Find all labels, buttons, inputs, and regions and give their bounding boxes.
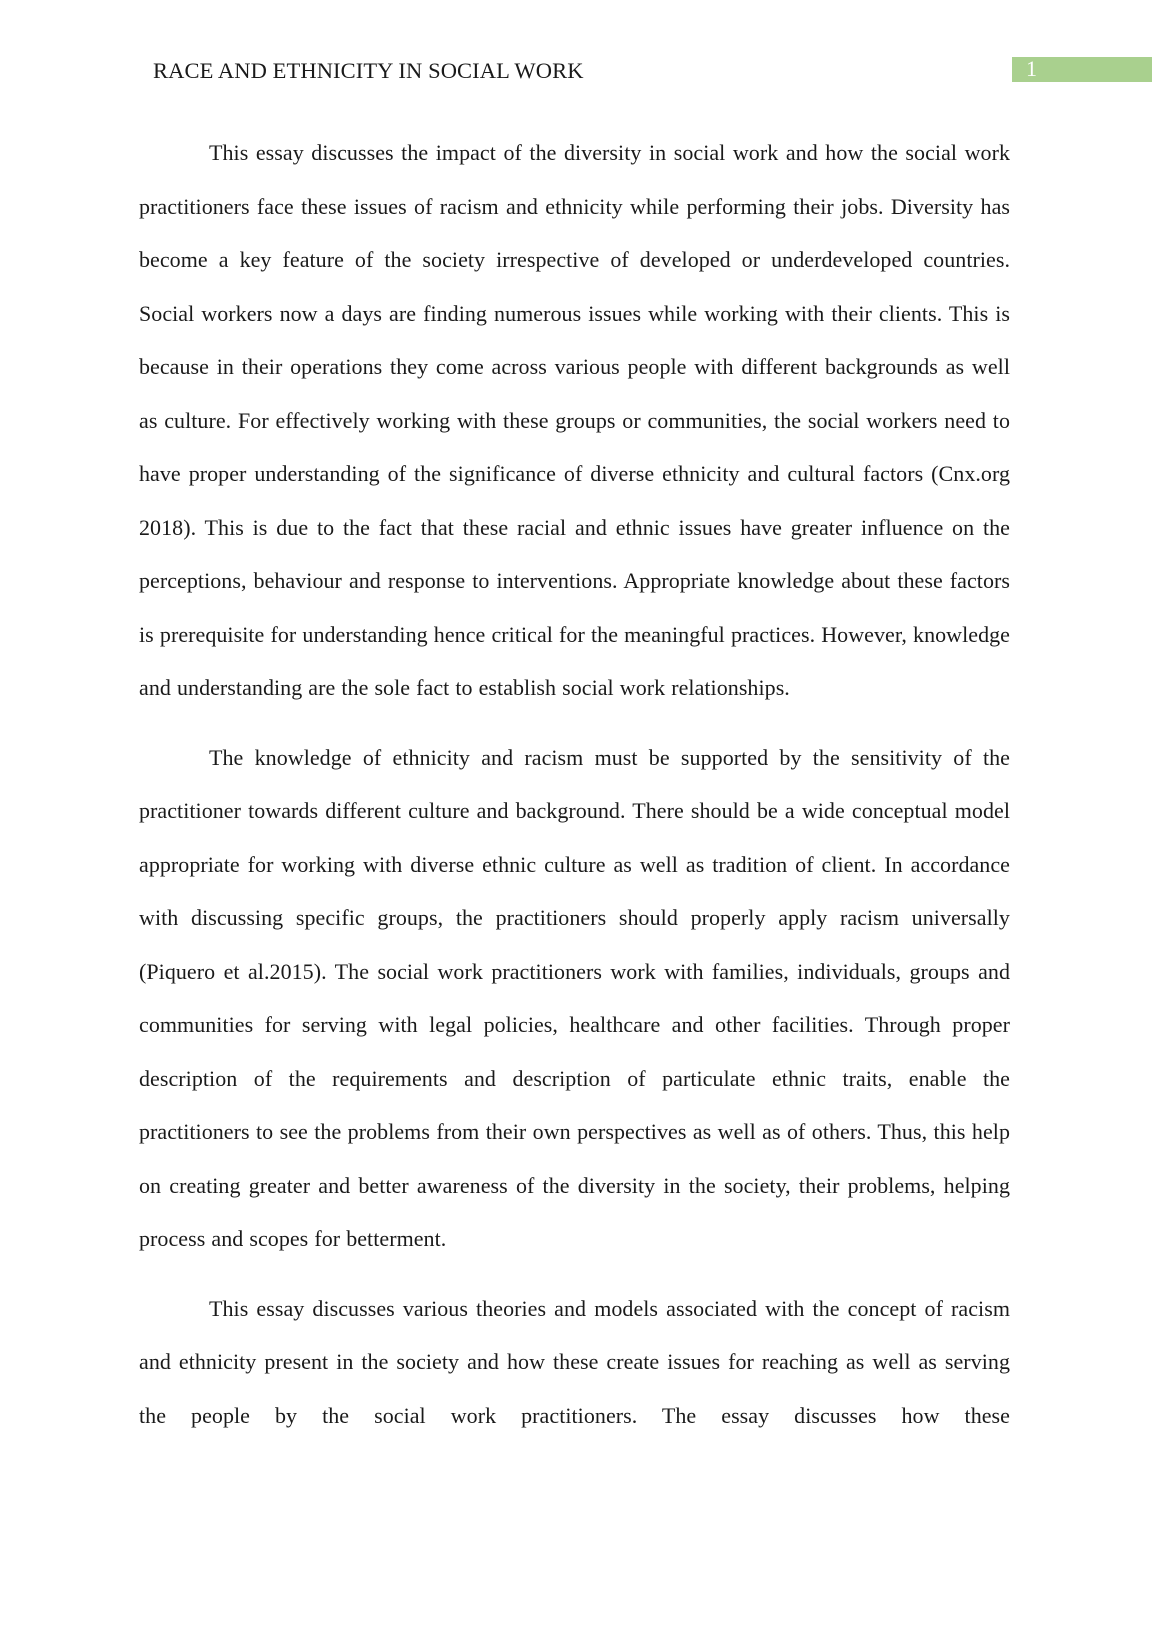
paragraph-essay-overview: This essay discusses various theories and models associated with the concept of racism and ethnicity present in the society and how these create issues for reaching as well as serving the people by the social work practitioners. The essay discusses how these [139,1295,1010,1428]
page-number: 1 [1026,56,1037,81]
running-head: RACE AND ETHNICITY IN SOCIAL WORK [153,58,584,83]
essay-body [139,126,1010,1442]
page-number-badge [1012,57,1152,82]
paragraph-intro-diversity: This essay discusses the impact of the diversity in social work and how the social work practitioners face these issues of racism and ethnicity while performing their jobs. Diversity has become a key feature of the society irrespective of developed or underdeveloped countries. Social workers now a days are finding numerous issues while working with their clients. This is because in their operations they come across various people with different backgrounds as well as culture. For effectively working with these groups or communities, the social workers need to have proper understanding of the significance of diverse ethnicity and cultural factors (Cnx.org 2018). This is due to the fact that these racial and ethnic issues have greater influence on the perceptions, behaviour and response to interventions. Appropriate knowledge about these factors is prerequisite for understanding hence critical for the meaningful practices. However, knowledge and understanding are the sole fact to establish social work relationships. [139,140,1010,700]
paragraph-knowledge-sensitivity: The knowledge of ethnicity and racism must be supported by the sensitivity of the practitioner towards different culture and background. There should be a wide conceptual model appropriate for working with diverse ethnic culture as well as tradition of client. In accordance with discussing specific groups, the practitioners should properly apply racism universally (Piquero et al.2015). The social work practitioners work with families, individuals, groups and communities for serving with legal policies, healthcare and other facilities. Through proper description of the requirements and description of particulate ethnic traits, enable the practitioners to see the problems from their own perspectives as well as of others. Thus, this help on creating greater and better awareness of the diversity in the society, their problems, helping process and scopes for betterment. [139,744,1010,1251]
